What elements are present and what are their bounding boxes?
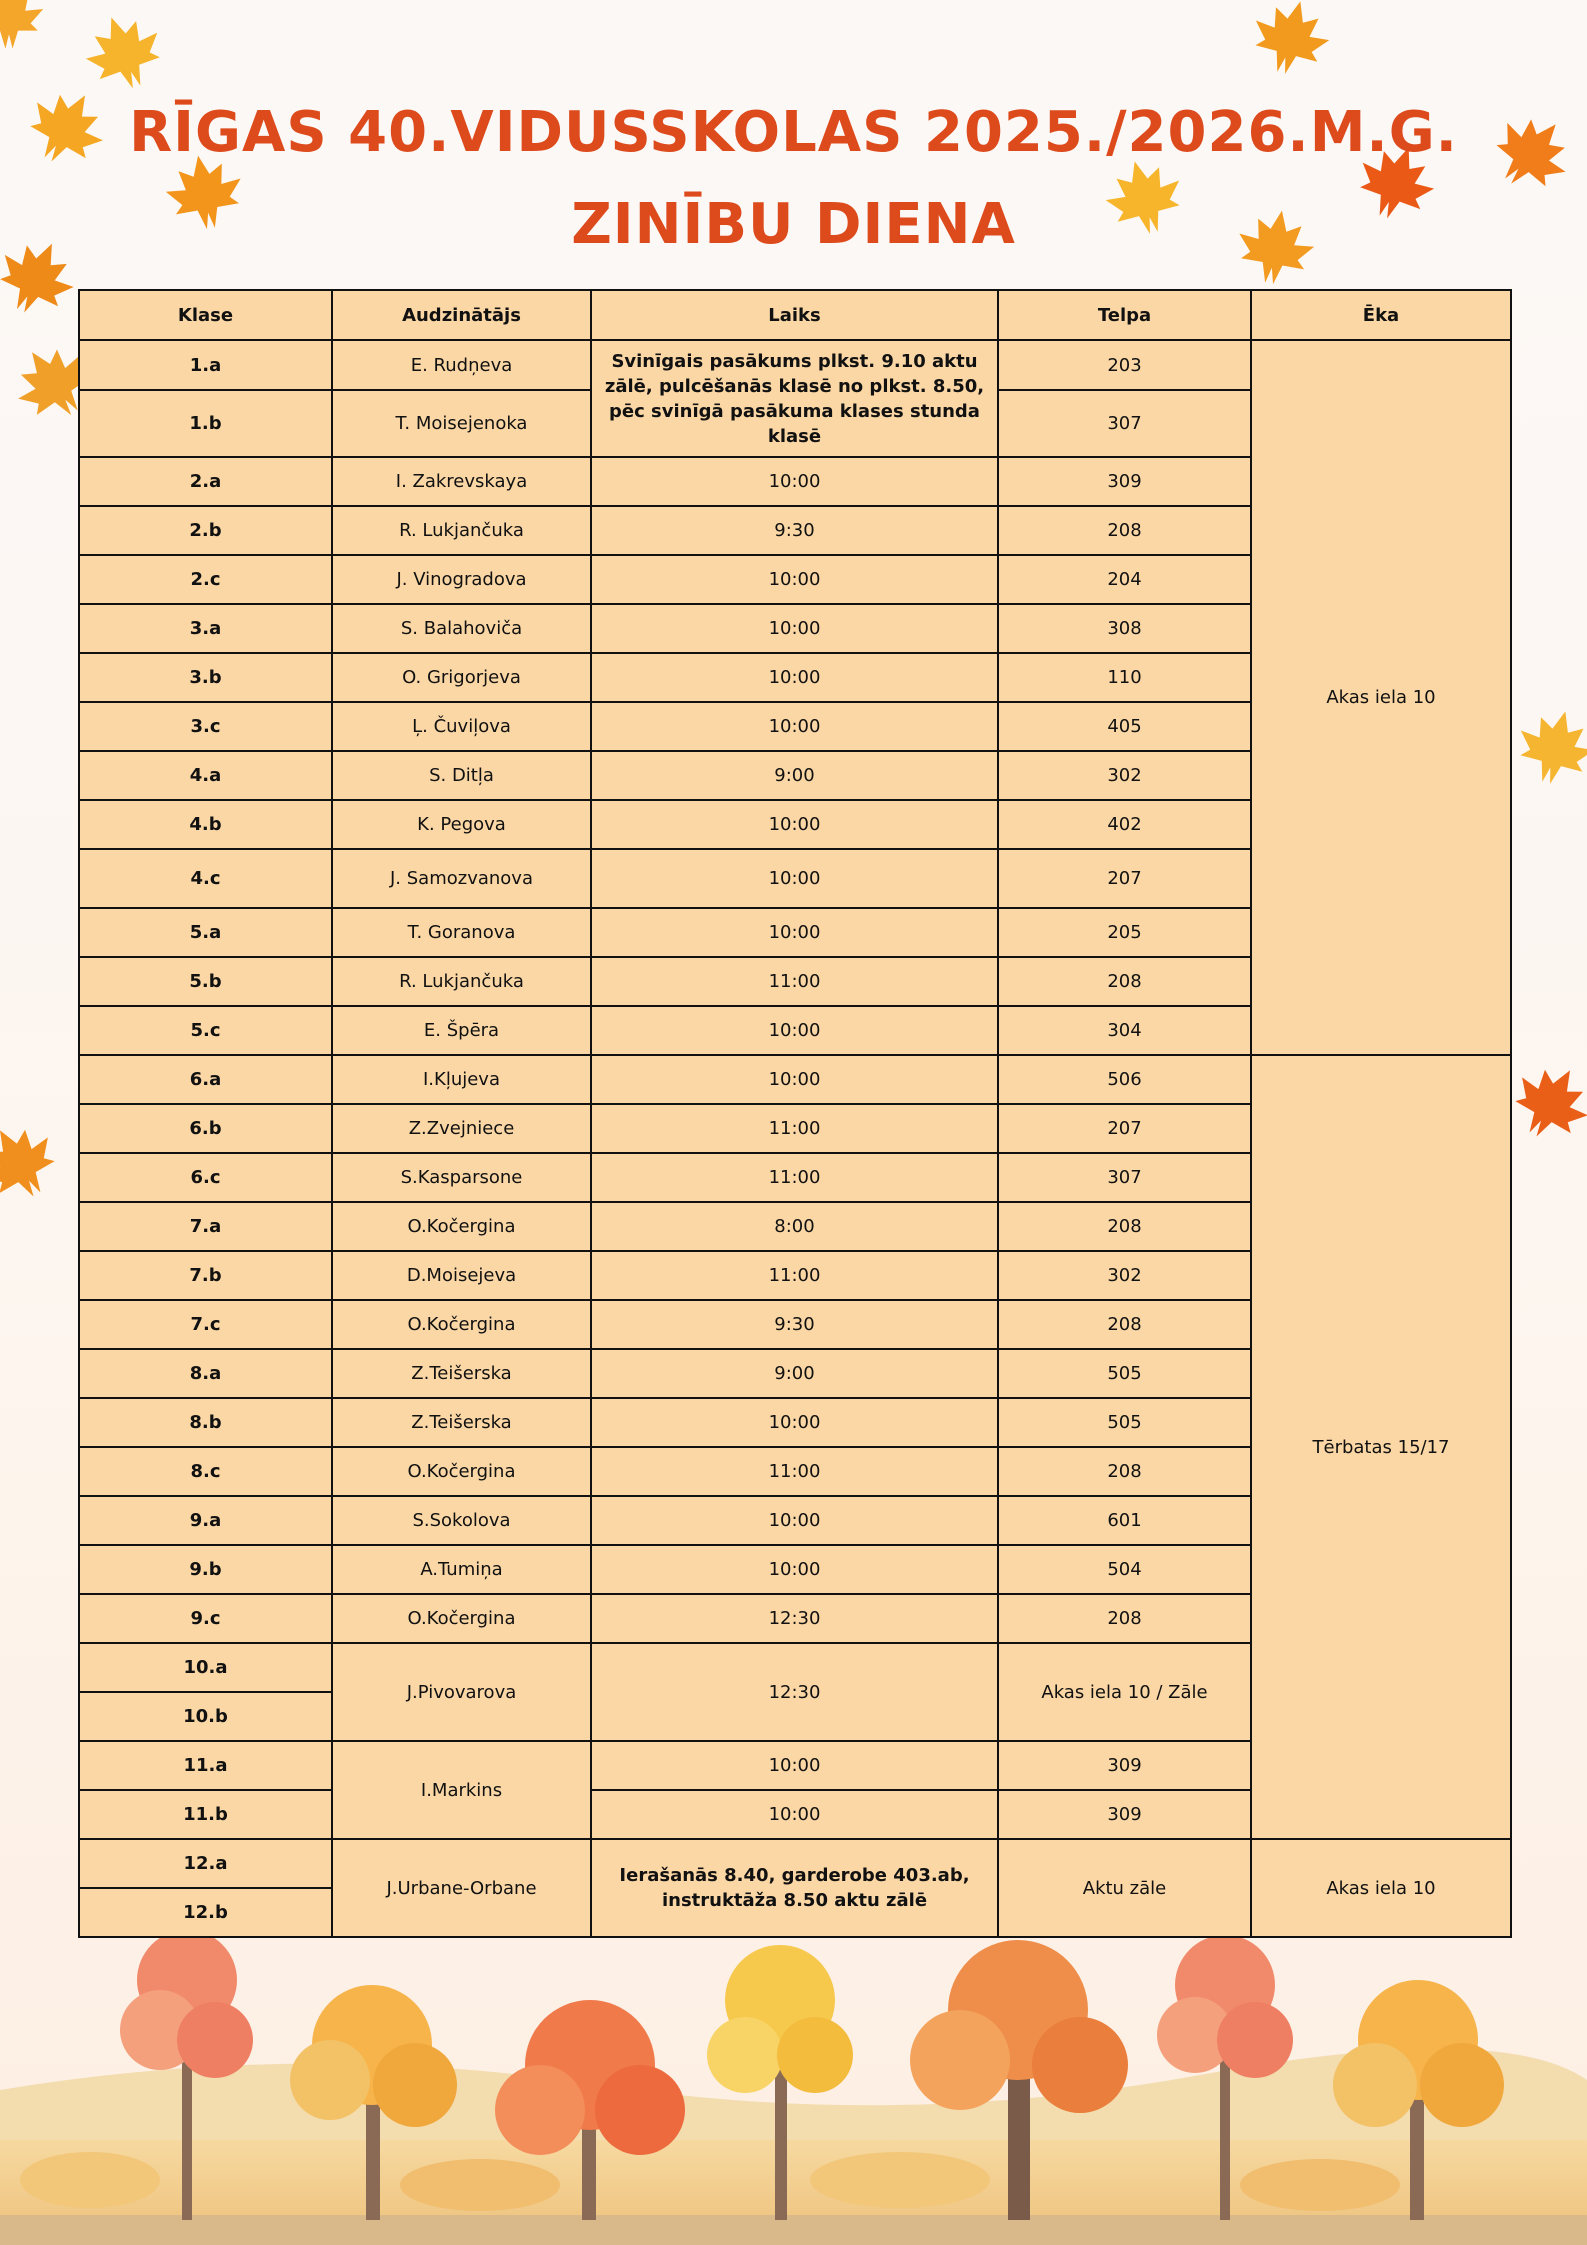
cell-telpa: 505 bbox=[998, 1398, 1251, 1447]
cell-klase: 7.b bbox=[79, 1251, 332, 1300]
cell-telpa: 110 bbox=[998, 653, 1251, 702]
cell-eka-terbatas: Tērbatas 15/17 bbox=[1251, 1055, 1511, 1839]
cell-audzinatajs: J.Urbane-Orbane bbox=[332, 1839, 591, 1937]
cell-telpa: 208 bbox=[998, 957, 1251, 1006]
cell-laiks: 9:00 bbox=[591, 751, 998, 800]
schedule-table bbox=[78, 289, 1512, 1938]
table-row bbox=[79, 340, 1511, 390]
cell-audzinatajs: J. Samozvanova bbox=[332, 849, 591, 908]
cell-audzinatajs: I. Zakrevskaya bbox=[332, 457, 591, 506]
cell-klase: 6.b bbox=[79, 1104, 332, 1153]
cell-laiks: 10:00 bbox=[591, 653, 998, 702]
cell-laiks: 10:00 bbox=[591, 1496, 998, 1545]
cell-laiks: 10:00 bbox=[591, 457, 998, 506]
table-header-row bbox=[79, 290, 1511, 340]
cell-audzinatajs: E. Rudņeva bbox=[332, 340, 591, 390]
cell-audzinatajs: I.Kļujeva bbox=[332, 1055, 591, 1104]
cell-laiks: 9:00 bbox=[591, 1349, 998, 1398]
cell-klase: 3.a bbox=[79, 604, 332, 653]
column-header-eka: Ēka bbox=[1251, 290, 1511, 340]
cell-audzinatajs: T. Moisejenoka bbox=[332, 390, 591, 457]
cell-telpa: 204 bbox=[998, 555, 1251, 604]
cell-telpa: 506 bbox=[998, 1055, 1251, 1104]
cell-laiks: 9:30 bbox=[591, 506, 998, 555]
cell-laiks: 10:00 bbox=[591, 849, 998, 908]
cell-klase: 3.c bbox=[79, 702, 332, 751]
cell-klase: 2.c bbox=[79, 555, 332, 604]
cell-klase: 6.c bbox=[79, 1153, 332, 1202]
cell-audzinatajs: J. Vinogradova bbox=[332, 555, 591, 604]
cell-telpa: 208 bbox=[998, 1594, 1251, 1643]
cell-audzinatajs: R. Lukjančuka bbox=[332, 957, 591, 1006]
cell-telpa: 205 bbox=[998, 908, 1251, 957]
cell-laiks: 10:00 bbox=[591, 800, 998, 849]
cell-laiks: 11:00 bbox=[591, 1104, 998, 1153]
cell-klase: 9.b bbox=[79, 1545, 332, 1594]
cell-klase: 2.b bbox=[79, 506, 332, 555]
cell-audzinatajs: O. Grigorjeva bbox=[332, 653, 591, 702]
table-row bbox=[79, 1055, 1511, 1104]
cell-telpa: 307 bbox=[998, 390, 1251, 457]
cell-laiks: 10:00 bbox=[591, 1790, 998, 1839]
cell-telpa: 207 bbox=[998, 1104, 1251, 1153]
cell-laiks: 10:00 bbox=[591, 1741, 998, 1790]
cell-klase: 10.b bbox=[79, 1692, 332, 1741]
cell-audzinatajs: Ļ. Čuviļova bbox=[332, 702, 591, 751]
cell-audzinatajs: Z.Zvejniece bbox=[332, 1104, 591, 1153]
cell-telpa: 208 bbox=[998, 1300, 1251, 1349]
cell-telpa: 309 bbox=[998, 457, 1251, 506]
cell-audzinatajs: Z.Teišerska bbox=[332, 1398, 591, 1447]
cell-laiks: 10:00 bbox=[591, 702, 998, 751]
cell-audzinatajs: A.Tumiņa bbox=[332, 1545, 591, 1594]
cell-audzinatajs: S.Sokolova bbox=[332, 1496, 591, 1545]
cell-audzinatajs: O.Kočergina bbox=[332, 1300, 591, 1349]
cell-klase: 10.a bbox=[79, 1643, 332, 1692]
cell-audzinatajs: O.Kočergina bbox=[332, 1202, 591, 1251]
cell-audzinatajs: D.Moisejeva bbox=[332, 1251, 591, 1300]
cell-laiks-ceremony-note: Svinīgais pasākums plkst. 9.10 aktu zālē, pulcēšanās klasē no plkst. 8.50, pēc svinīgā pasākuma klases stunda klasē bbox=[591, 340, 998, 457]
cell-audzinatajs: O.Kočergina bbox=[332, 1594, 591, 1643]
cell-klase: 9.c bbox=[79, 1594, 332, 1643]
cell-klase: 12.a bbox=[79, 1839, 332, 1888]
cell-eka-akas: Akas iela 10 bbox=[1251, 340, 1511, 1055]
column-header-klase: Klase bbox=[79, 290, 332, 340]
cell-telpa: 302 bbox=[998, 1251, 1251, 1300]
cell-audzinatajs: Z.Teišerska bbox=[332, 1349, 591, 1398]
cell-telpa: 203 bbox=[998, 340, 1251, 390]
cell-eka-akas-12: Akas iela 10 bbox=[1251, 1839, 1511, 1937]
cell-audzinatajs: R. Lukjančuka bbox=[332, 506, 591, 555]
cell-klase: 8.b bbox=[79, 1398, 332, 1447]
cell-laiks: 12:30 bbox=[591, 1594, 998, 1643]
cell-klase: 8.a bbox=[79, 1349, 332, 1398]
cell-telpa: 505 bbox=[998, 1349, 1251, 1398]
cell-telpa: 309 bbox=[998, 1790, 1251, 1839]
cell-telpa: 402 bbox=[998, 800, 1251, 849]
cell-telpa: Aktu zāle bbox=[998, 1839, 1251, 1937]
column-header-audzinatajs: Audzinātājs bbox=[332, 290, 591, 340]
cell-laiks: 10:00 bbox=[591, 604, 998, 653]
column-header-laiks: Laiks bbox=[591, 290, 998, 340]
cell-laiks: 10:00 bbox=[591, 1545, 998, 1594]
table-row bbox=[79, 1839, 1511, 1888]
cell-telpa: 302 bbox=[998, 751, 1251, 800]
cell-klase: 4.c bbox=[79, 849, 332, 908]
cell-laiks: 10:00 bbox=[591, 1055, 998, 1104]
cell-laiks: 10:00 bbox=[591, 908, 998, 957]
page-title-line-2: ZINĪBU DIENA bbox=[571, 192, 1016, 257]
cell-klase: 12.b bbox=[79, 1888, 332, 1937]
cell-laiks: 10:00 bbox=[591, 555, 998, 604]
cell-klase: 11.a bbox=[79, 1741, 332, 1790]
cell-audzinatajs: O.Kočergina bbox=[332, 1447, 591, 1496]
column-header-telpa: Telpa bbox=[998, 290, 1251, 340]
autumn-landscape bbox=[0, 1930, 1587, 2245]
cell-audzinatajs: J.Pivovarova bbox=[332, 1643, 591, 1741]
page-title-line-1: RĪGAS 40.VIDUSSKOLAS 2025./2026.M.G. bbox=[129, 100, 1458, 165]
cell-klase: 4.b bbox=[79, 800, 332, 849]
cell-audzinatajs: K. Pegova bbox=[332, 800, 591, 849]
cell-telpa: 309 bbox=[998, 1741, 1251, 1790]
cell-klase: 9.a bbox=[79, 1496, 332, 1545]
cell-laiks-arrival-note: Ierašanās 8.40, garderobe 403.ab, instruktāža 8.50 aktu zālē bbox=[591, 1839, 998, 1937]
cell-klase: 5.c bbox=[79, 1006, 332, 1055]
cell-laiks: 11:00 bbox=[591, 957, 998, 1006]
cell-telpa: 601 bbox=[998, 1496, 1251, 1545]
cell-klase: 5.b bbox=[79, 957, 332, 1006]
cell-telpa: 405 bbox=[998, 702, 1251, 751]
cell-laiks: 11:00 bbox=[591, 1251, 998, 1300]
cell-audzinatajs: E. Špēra bbox=[332, 1006, 591, 1055]
cell-klase: 4.a bbox=[79, 751, 332, 800]
cell-klase: 3.b bbox=[79, 653, 332, 702]
cell-klase: 2.a bbox=[79, 457, 332, 506]
cell-klase: 8.c bbox=[79, 1447, 332, 1496]
cell-klase: 6.a bbox=[79, 1055, 332, 1104]
cell-klase: 5.a bbox=[79, 908, 332, 957]
cell-laiks: 10:00 bbox=[591, 1398, 998, 1447]
cell-laiks: 11:00 bbox=[591, 1153, 998, 1202]
cell-laiks: 11:00 bbox=[591, 1447, 998, 1496]
cell-audzinatajs: S. Ditļa bbox=[332, 751, 591, 800]
cell-laiks: 8:00 bbox=[591, 1202, 998, 1251]
cell-telpa: 208 bbox=[998, 506, 1251, 555]
cell-klase: 11.b bbox=[79, 1790, 332, 1839]
cell-laiks: 12:30 bbox=[591, 1643, 998, 1741]
cell-klase: 7.c bbox=[79, 1300, 332, 1349]
cell-telpa: 504 bbox=[998, 1545, 1251, 1594]
cell-telpa: 208 bbox=[998, 1202, 1251, 1251]
cell-audzinatajs: T. Goranova bbox=[332, 908, 591, 957]
cell-klase: 1.b bbox=[79, 390, 332, 457]
cell-audzinatajs: I.Markins bbox=[332, 1741, 591, 1839]
cell-telpa: 308 bbox=[998, 604, 1251, 653]
cell-telpa: 304 bbox=[998, 1006, 1251, 1055]
cell-telpa: 208 bbox=[998, 1447, 1251, 1496]
cell-laiks: 9:30 bbox=[591, 1300, 998, 1349]
cell-klase: 7.a bbox=[79, 1202, 332, 1251]
cell-telpa: Akas iela 10 / Zāle bbox=[998, 1643, 1251, 1741]
cell-laiks: 10:00 bbox=[591, 1006, 998, 1055]
cell-telpa: 207 bbox=[998, 849, 1251, 908]
cell-audzinatajs: S. Balahoviča bbox=[332, 604, 591, 653]
cell-audzinatajs: S.Kasparsone bbox=[332, 1153, 591, 1202]
cell-telpa: 307 bbox=[998, 1153, 1251, 1202]
cell-klase: 1.a bbox=[79, 340, 332, 390]
